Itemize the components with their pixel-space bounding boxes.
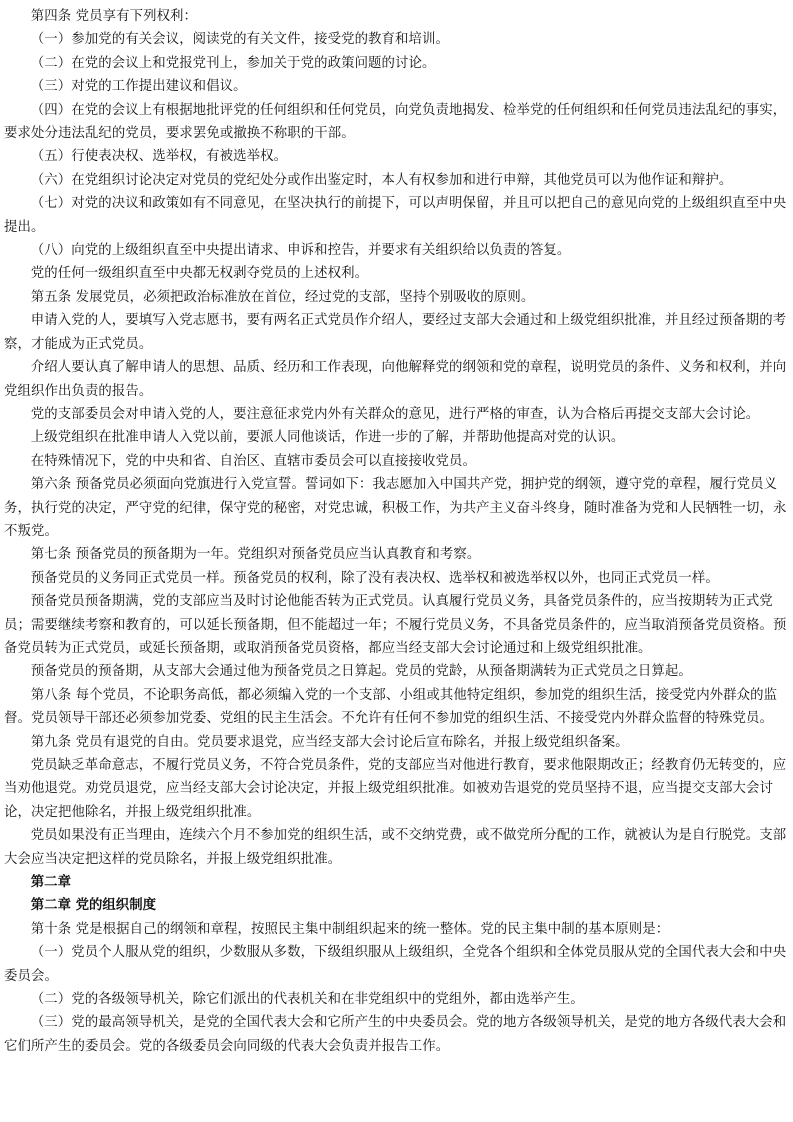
right-item-4: （四）在党的会议上有根据地批评党的任何组织和任何党员，向党负责地揭发、检举党的任何组织和任何党员违法乱纪的事实，要求处分违法乱纪的党员，要求罢免或撤换不称职的干部。 xyxy=(4,102,787,142)
article-5-paragraph: 第五条 发展党员，必须把政治标准放在首位，经过党的支部，坚持个别吸收的原则。 xyxy=(30,289,535,305)
introducer-paragraph: 介绍人要认真了解申请人的思想、品质、经历和工作表现，向他解释党的纲领和党的章程，说明党员的条件、义务和权利，并向党组织作出负责的报告。 xyxy=(4,360,787,399)
principle-item-3: （三）党的最高领导机关，是党的全国代表大会和它所产生的中央委员会。党的地方各级领导机关，是党的地方各级代表大会和它们所产生的委员会。党的各级委员会向同级的代表大会负责并报告工作。 xyxy=(4,1015,787,1054)
persuade-withdraw-paragraph: 党员缺乏革命意志，不履行党员义务，不符合党员条件，党的支部应当对他进行教育，要求他限期改正；经教育仍无转变的，应当劝他退党。劝党员退党，应当经支部大会讨论决定，并报上级党组织批准。如被劝告退党的党员坚持不退，应当提交支部大会讨论，决定把他除名，并报上级党组织批准。 xyxy=(4,758,787,820)
document-page xyxy=(4,5,790,1058)
branch-review-paragraph: 党的支部委员会对申请入党的人，要注意征求党内外有关群众的意见，进行严格的审查，认为合格后再提交支部大会讨论。 xyxy=(30,406,760,422)
probationary-duties-paragraph: 预备党员的义务同正式党员一样。预备党员的权利，除了没有表决权、选举权和被选举权以外，也同正式党员一样。 xyxy=(30,570,719,586)
right-item-5: （五）行使表决权、选举权，有被选举权。 xyxy=(30,149,288,165)
article-7-paragraph: 第七条 预备党员的预备期为一年。党组织对预备党员应当认真教育和考察。 xyxy=(30,547,481,563)
chapter-heading: 第二章 xyxy=(30,875,71,891)
chapter-title: 第二章 党的组织制度 xyxy=(30,898,156,914)
right-item-2: （二）在党的会议上和党报党刊上，参加关于党的政策问题的讨论。 xyxy=(30,55,436,71)
rights-protection-paragraph: 党的任何一级组织直至中央都无权剥夺党员的上述权利。 xyxy=(30,266,369,282)
application-paragraph: 申请入党的人，要填写入党志愿书，要有两名正式党员作介绍人，要经过支部大会通过和上级党组织批准，并且经过预备期的考察，才能成为正式党员。 xyxy=(4,313,787,352)
right-item-7: （七）对党的决议和政策如有不同意见，在坚决执行的前提下，可以声明保留，并且可以把自己的意见向党的上级组织直至中央提出。 xyxy=(4,196,787,235)
article-6-paragraph: 第六条 预备党员必须面向党旗进行入党宣誓。誓词如下：我志愿加入中国共产党，拥护党的纲领，遵守党的章程，履行党员义务，执行党的决定，严守党的纪律，保守党的秘密，对党忠诚，积极工作，为共产主义奋斗终身，随时准备为党和人民牺牲一切，永不叛党。 xyxy=(4,477,787,539)
special-case-paragraph: 在特殊情况下，党的中央和省、自治区、直辖市委员会可以直接接收党员。 xyxy=(30,453,476,469)
article-8-paragraph: 第八条 每个党员，不论职务高低，都必须编入党的一个支部、小组或其他特定组织，参加党的组织生活，接受党内外群众的监督。党员领导干部还必须参加党委、党组的民主生活会。不允许有任何不参加党的组织生活、不接受党内外群众监督的特殊党员。 xyxy=(4,687,778,727)
right-item-6: （六）在党组织讨论决定对党员的党纪处分或作出鉴定时，本人有权参加和进行申辩，其他党员可以为他作证和辩护。 xyxy=(30,172,733,188)
principle-item-2: （二）党的各级领导机关，除它们派出的代表机关和在非党组织中的党组外，都由选举产生。 xyxy=(30,992,584,1008)
self-withdraw-paragraph: 党员如果没有正当理由，连续六个月不参加党的组织生活，或不交纳党费，或不做党所分配的工作，就被认为是自行脱党。支部大会应当决定把这样的党员除名，并报上级党组织批准。 xyxy=(4,828,787,867)
right-item-1: （一）参加党的有关会议，阅读党的有关文件，接受党的教育和培训。 xyxy=(30,32,450,48)
article-9-paragraph: 第九条 党员有退党的自由。党员要求退党，应当经支部大会讨论后宣布除名，并报上级党组织备案。 xyxy=(30,734,629,750)
probation-end-paragraph: 预备党员预备期满，党的支部应当及时讨论他能否转为正式党员。认真履行党员义务，具备党员条件的，应当按期转为正式党员；需要继续考察和教育的，可以延长预备期，但不能超过一年；不履行党员义务，不具备党员条件的，应当取消预备党员资格。预备党员转为正式党员，或延长预备期，或取消预备党员资格，都应当经支部大会讨论通过和上级党组织批准。 xyxy=(4,594,787,656)
higher-org-paragraph: 上级党组织在批准申请人入党以前，要派人同他谈话，作进一步的了解，并帮助他提高对党的认识。 xyxy=(30,430,625,446)
right-item-8: （八）向党的上级组织直至中央提出请求、申诉和控告，并要求有关组织给以负责的答复。 xyxy=(30,243,571,259)
article-10-paragraph: 第十条 党是根据自己的纲领和章程，按照民主集中制组织起来的统一整体。党的民主集中制的基本原则是： xyxy=(30,921,670,937)
right-item-3: （三）对党的工作提出建议和倡议。 xyxy=(30,79,247,95)
principle-item-1: （一）党员个人服从党的组织，少数服从多数，下级组织服从上级组织，全党各个组织和全体党员服从党的全国代表大会和中央委员会。 xyxy=(4,945,787,984)
probation-start-paragraph: 预备党员的预备期，从支部大会通过他为预备党员之日算起。党员的党龄，从预备期满转为正式党员之日算起。 xyxy=(30,664,692,680)
article-4-heading: 第四条 党员享有下列权利： xyxy=(30,9,198,24)
